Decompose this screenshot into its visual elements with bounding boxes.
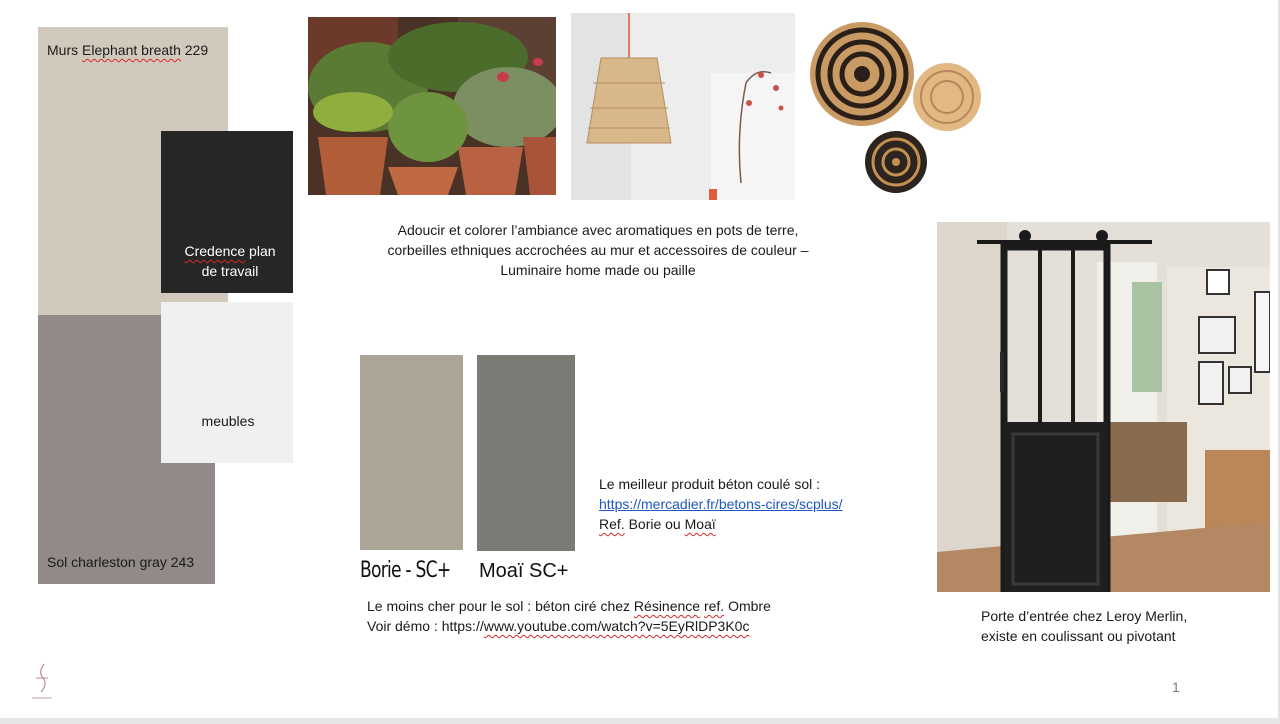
swatch-meubles: [161, 302, 293, 463]
inspiration-caption: Adoucir et colorer l’ambiance avec aromatiques en pots de terre, corbeilles ethniques accrochées au mur et accessoires de couleur – Luminaire home made ou paille: [387, 222, 809, 278]
photo-woven-baskets: [804, 12, 990, 202]
brand-logo: [30, 662, 54, 702]
youtube-url[interactable]: www.youtube.com/watch?v=5EyRlDP3K0c: [483, 618, 750, 634]
mercadier-link[interactable]: https://mercadier.fr/betons-cires/scplus/: [599, 496, 843, 512]
best-product-text: Le meilleur produit béton coulé sol : https://mercadier.fr/betons-cires/scplus/ Ref. Borie ou Moaï: [599, 476, 843, 532]
label-borie: Borie - SC+: [360, 558, 451, 583]
label-murs: Murs Elephant breath 229: [47, 42, 209, 58]
photo-sliding-door: [937, 222, 1270, 592]
label-meubles: meubles: [201, 413, 255, 429]
swatch-moai: [477, 355, 575, 551]
label-moai: Moaï SC+: [479, 560, 569, 582]
photo-potted-herbs: [308, 17, 556, 195]
swatch-borie: [360, 355, 463, 550]
page-number: 1: [1172, 679, 1180, 695]
door-caption: Porte d’entrée chez Leroy Merlin, existe en coulissant ou pivotant: [981, 608, 1188, 644]
photo-wicker-lamp: [571, 13, 795, 200]
page-bottom-edge: [0, 718, 1280, 724]
label-sol: Sol charleston gray 243: [47, 554, 195, 570]
label-credence: Credence plan de travail: [184, 243, 276, 279]
cheapest-product-text: Le moins cher pour le sol : béton ciré chez Résinence ref. Ombre Voir démo : https://www.youtube.com/watch?v=5EyRlDP3K0c: [367, 598, 771, 634]
